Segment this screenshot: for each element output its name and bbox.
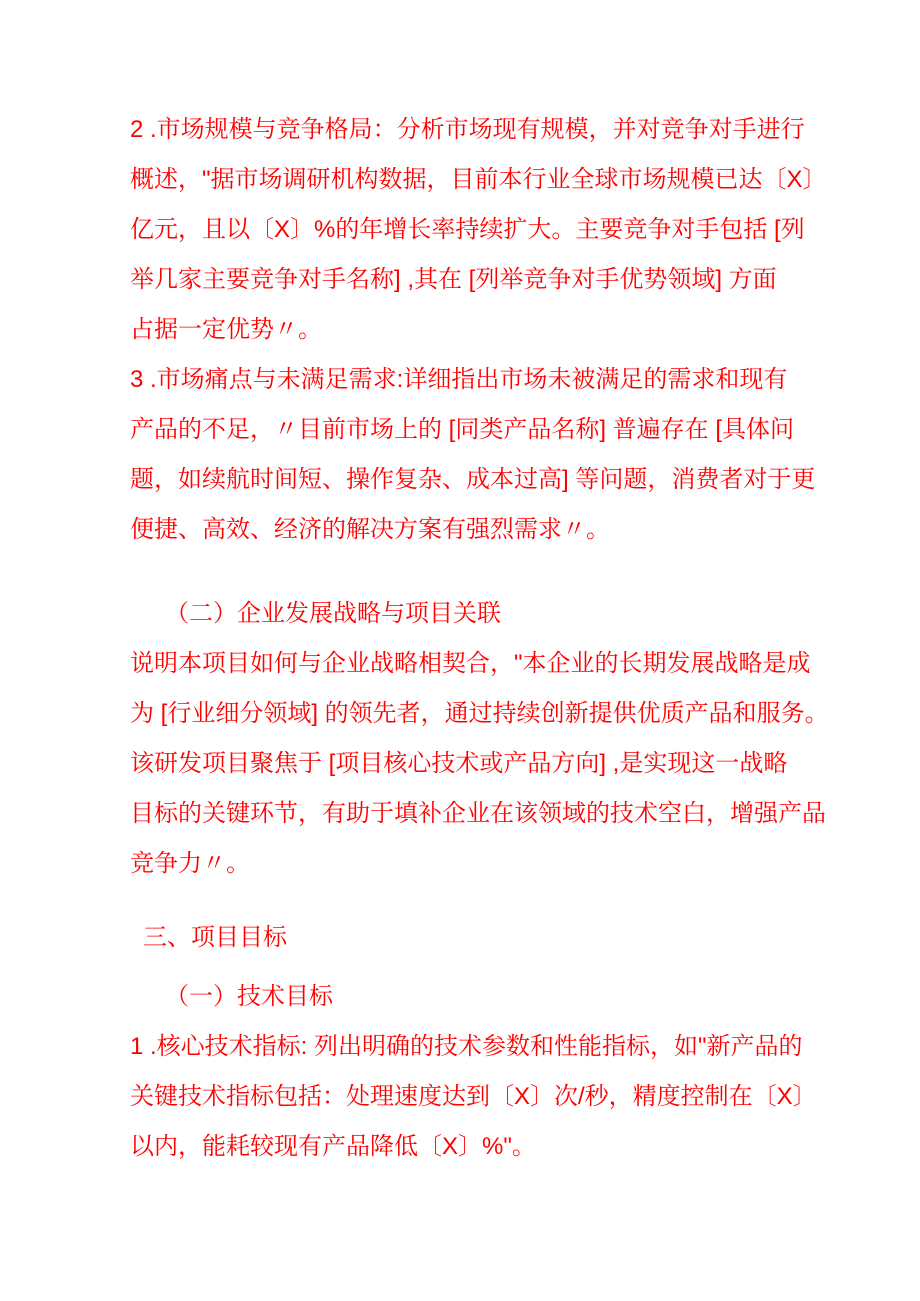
text-line: 竞争力〃。 — [130, 850, 250, 877]
text-line: 3 .市场痛点与未满足需求:详细指出市场未被满足的需求和现有 — [130, 366, 788, 393]
text-line: 举几家主要竞争对手名称] ,其在 [列举竞争对手优势领域] 方面 — [130, 266, 777, 293]
text-line: 说明本项目如何与企业战略相契合，"本企业的长期发展战略是成 — [130, 650, 811, 677]
text-line: 概述，"据市场调研机构数据，目前本行业全球市场规模已达〔X〕 — [130, 166, 827, 193]
text-line: 为 [行业细分领域] 的领先者，通过持续创新提供优质产品和服务。 — [130, 700, 829, 727]
blank-line — [130, 555, 810, 589]
text-line: 占据一定优势〃。 — [130, 316, 322, 343]
text-line: 目标的关键环节，有助于填补企业在该领域的技术空白，增强产品 — [130, 800, 826, 827]
document-content — [130, 105, 829, 1172]
paragraph-core-technical-indicators — [130, 1022, 817, 1172]
paragraph-strategy-alignment — [130, 639, 829, 889]
text-line: 2 .市场规模与竞争格局：分析市场现有规模，并对竞争对手进行 — [130, 116, 805, 143]
paragraph-market-size-competition — [130, 105, 827, 355]
text-line: 以内，能耗较现有产品降低〔X〕%"。 — [130, 1133, 536, 1160]
text-line: 关键技术指标包括：处理速度达到〔X〕次/秒，精度控制在〔X〕 — [130, 1083, 817, 1110]
text-line: 产品的不足，〃目前市场上的 [同类产品名称] 普遍存在 [具体问 — [130, 416, 795, 443]
section-heading-project-goals: 三、项目目标 — [143, 924, 287, 951]
subsection-heading-technical-goals: （一）技术目标 — [165, 983, 333, 1010]
text-line: 便捷、高效、经济的解决方案有强烈需求〃。 — [130, 516, 610, 543]
blank-line — [130, 963, 810, 972]
text-line: 该研发项目聚焦于 [项目核心技术或产品方向] ,是实现这一战略 — [130, 750, 788, 777]
text-line: 亿元，且以〔X〕%的年增长率持续扩大。主要竞争对手包括 [列 — [130, 216, 805, 243]
text-line: 1 .核心技术指标: 列出明确的技术参数和性能指标，如"新产品的 — [130, 1033, 803, 1060]
subsection-heading-strategy-link: （二）企业发展战略与项目关联 — [165, 600, 501, 627]
blank-line — [130, 889, 810, 913]
paragraph-market-pain-points — [130, 355, 816, 555]
text-line: 题，如续航时间短、操作复杂、成本过高] 等问题，消费者对于更 — [130, 466, 816, 493]
